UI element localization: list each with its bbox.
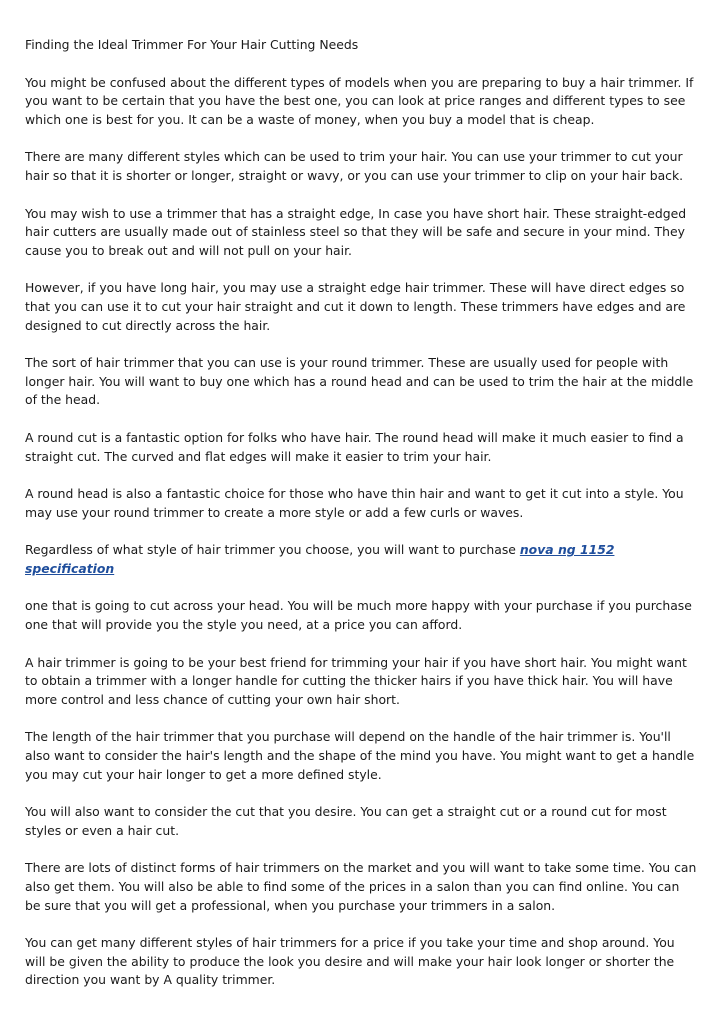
paragraph-10: The length of the hair trimmer that you purchase will depend on the handle of the hair trimmer is. You'll also want to consider the hair's length and the shape of the mind you have. You might want to get a handle you may cut your hair longer to get a more defined style. xyxy=(25,729,695,782)
link-paragraph-text: Regardless of what style of hair trimmer you choose, you will want to purchase xyxy=(25,542,520,558)
paragraph-12: There are lots of distinct forms of hair trimmers on the market and you will want to take some time. You can also get them. You will also be able to find some of the prices in a salon than you can find online. You can be sure that you will get a professional, when you purchase your trimmers in a salon. xyxy=(25,860,697,913)
paragraph-2: There are many different styles which can be used to trim your hair. You can use your trimmer to cut your hair so that it is shorter or longer, straight or wavy, or you can use your trimmer to clip on your hair back. xyxy=(25,149,684,183)
product-link[interactable]: nova ng 1152 specification xyxy=(25,542,615,576)
document-page xyxy=(25,36,697,1009)
paragraph-8: one that is going to cut across your head. You will be much more happy with your purchase if you purchase one that will provide you the style you need, at a price you can afford. xyxy=(25,598,692,633)
document-title: Finding the Ideal Trimmer For Your Hair Cutting Needs xyxy=(25,37,359,52)
paragraph-7: A round head is also a fantastic choice for those who have thin hair and want to get it cut into a style. You may use your round trimmer to create a more style or add a few curls or waves. xyxy=(25,486,684,520)
paragraph-3: You may wish to use a trimmer that has a straight edge, In case you have short hair. These straight-edged hair cutters are usually made out of stainless steel so that they will be safe and secure in your mind. They cause you to break out and will not pull on your hair. xyxy=(25,205,687,258)
paragraph-1: You might be confused about the different types of models when you are preparing to buy a hair trimmer. If you want to be certain that you have the best one, you can look at price ranges and different types to see which one is best for you. It can be a waste of money, when you buy a model that is cheap. xyxy=(25,74,694,127)
paragraph-13: You can get many different styles of hair trimmers for a price if you take your time and shop around. You will be given the ability to produce the look you desire and will make your hair look longer or shorter the direction you want by A quality trimmer. xyxy=(25,935,675,988)
paragraph-4: However, if you have long hair, you may use a straight edge hair trimmer. These will have direct edges so that you can use it to cut your hair straight and cut it down to length. These trimmers have edges and are designed to cut directly across the hair. xyxy=(25,280,686,333)
link-paragraph xyxy=(25,541,697,578)
paragraph-9: A hair trimmer is going to be your best friend for trimming your hair if you have short hair. You might want to obtain a trimmer with a longer handle for cutting the thicker hairs if you have thick hair. You will have more control and less chance of cutting your own hair short. xyxy=(25,654,687,707)
paragraph-11: You will also want to consider the cut that you desire. You can get a straight cut or a round cut for most styles or even a hair cut. xyxy=(25,804,667,838)
paragraph-5: The sort of hair trimmer that you can use is your round trimmer. These are usually used for people with longer hair. You will want to buy one which has a round head and can be used to trim the hair at the middle of the head. xyxy=(25,355,694,408)
paragraph-6: A round cut is a fantastic option for folks who have hair. The round head will make it much easier to find a straight cut. The curved and flat edges will make it easier to trim your hair. xyxy=(25,429,684,464)
